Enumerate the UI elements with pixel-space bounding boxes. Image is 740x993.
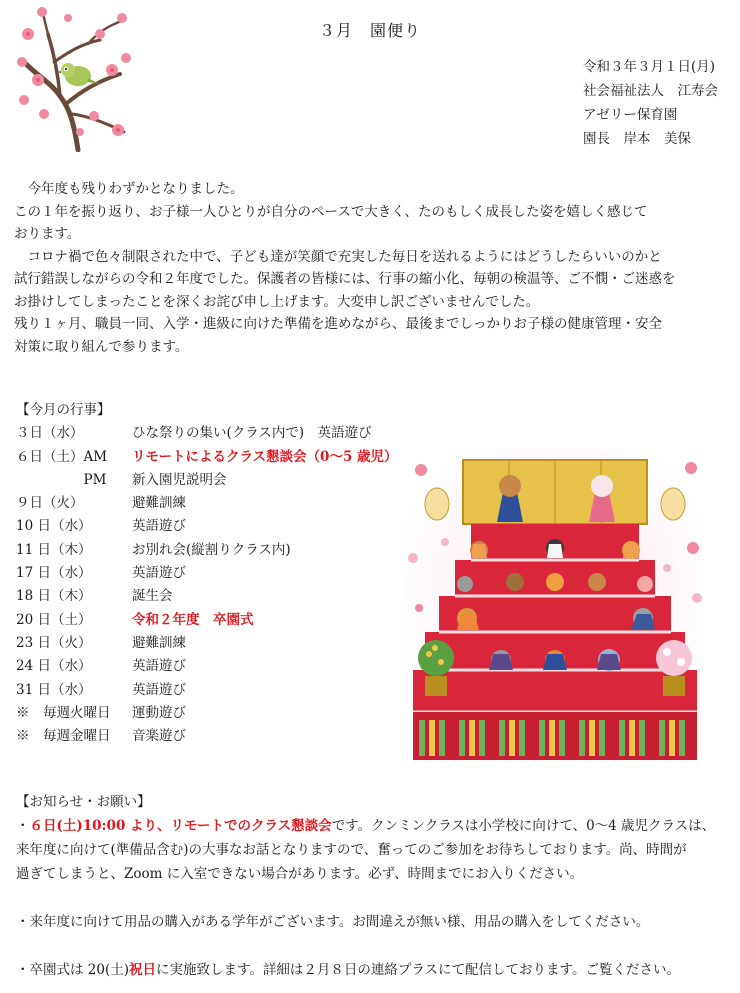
event-description: お別れ会(縦割りクラス内) <box>132 541 291 558</box>
greeting-line: 試行錯誤しながらの令和２年度でした。保護者の皆様には、行事の縮小化、毎朝の検温等、ご不憫・ご迷惑を <box>14 271 676 287</box>
greeting-line: この１年を振り返り、お子様一人ひとりが自分のペースで大きく、たのもしく成長した姿を嬉しく感じて <box>14 203 648 220</box>
event-row <box>16 446 398 469</box>
notice-item-3 <box>16 958 715 982</box>
notice-item-2: ・来年度に向けて用品の購入がある学年がございます。お間違えが無い様、用品の購入をしてください。 <box>16 914 650 930</box>
page-title: ３月 園便り <box>318 21 421 40</box>
event-row <box>16 539 291 562</box>
notice-highlight: 祝日 <box>129 962 157 978</box>
event-description: 音楽遊び <box>132 728 186 745</box>
greeting-line: コロナ禍で色々制限された中で、子ども達が笑顔で充実した毎日を送れるようにはどうしたらいいのかと <box>14 248 662 265</box>
notice-text: です。クンミンクラスは小学校に向けて、0～4 歳児クラスは、 <box>331 818 716 834</box>
event-date: 18 日（木） <box>16 588 92 605</box>
event-row <box>16 515 186 538</box>
organization-name: 社会福祉法人 江寿会 <box>583 83 718 99</box>
event-description: 英語遊び <box>132 681 186 698</box>
school-name: アゼリー保育園 <box>583 107 678 123</box>
greeting-line: お掛けしてしまったことを深くお詫び申し上げます。大変申し訳ございませんでした。 <box>14 293 540 310</box>
greeting-line: 今年度も残りわずかとなりました。 <box>14 181 244 197</box>
event-row <box>16 422 372 445</box>
event-description: リモートによるクラス懇談会（0～5 歳児） <box>132 448 398 465</box>
event-date: ９日（火） <box>16 495 84 512</box>
event-row <box>16 609 254 632</box>
notice-heading: 【お知らせ・お願い】 <box>16 794 151 810</box>
notice-item-1-line-3: 過ぎてしまうと、Zoom に入室できない場合があります。必ず、時間までにお入りください。 <box>16 866 584 882</box>
event-date: ※ 毎週金曜日 <box>16 728 111 745</box>
event-date: 20 日（土） <box>16 611 92 628</box>
event-date: 31 日（水） <box>16 681 92 698</box>
event-row <box>16 702 186 725</box>
event-date: 11 日（木） <box>16 541 92 558</box>
event-description: 英語遊び <box>132 518 186 535</box>
event-description: 英語遊び <box>132 565 186 582</box>
event-description: ひな祭りの集い(クラス内で) 英語遊び <box>132 425 372 442</box>
events-heading: 【今月の行事】 <box>16 402 111 418</box>
greeting-line: 残り１ヶ月、職員一同、入学・進級に向けた準備を進めながら、最後までしっかりお子様の健康管理・安全 <box>14 316 662 332</box>
notice-highlight: ６日(土)10:00 より、リモートでのクラス懇談会 <box>29 818 332 834</box>
events-list <box>16 422 398 748</box>
event-date: 17 日（水） <box>16 565 92 582</box>
letter-header <box>583 55 718 151</box>
event-date: ６日（土）AM <box>16 448 108 465</box>
notice-section <box>16 790 715 982</box>
event-date: 24 日（水） <box>16 658 92 675</box>
notice-bullet: ・ <box>16 818 30 834</box>
event-description: 新入園児説明会 <box>132 471 227 488</box>
event-description: 避難訓練 <box>132 495 186 512</box>
event-row <box>16 492 186 515</box>
event-description: 運動遊び <box>132 704 186 721</box>
event-row <box>16 632 186 655</box>
event-date: ※ 毎週火曜日 <box>16 704 111 721</box>
event-date: PM <box>16 471 107 488</box>
notice-item-1-line-2: 来年度に向けて(準備品含む)の大事なお話となりますので、奮ってのご参加をお待ちしております。尚、時間が <box>16 842 687 858</box>
event-date: ３日（水） <box>16 425 84 442</box>
greeting-line: おります。 <box>14 226 81 242</box>
event-row <box>16 585 173 608</box>
greeting-line: 対策に取り組んで参ります。 <box>14 338 189 355</box>
notice-text: ・卒園式は 20(土) <box>16 962 130 978</box>
event-row <box>16 679 186 702</box>
greeting-paragraph <box>14 178 676 358</box>
principal-name: 園長 岸本 美保 <box>583 131 691 147</box>
notice-item-1 <box>16 814 715 838</box>
event-row <box>16 725 186 748</box>
event-row <box>16 562 186 585</box>
hina-doll-stand-icon <box>405 448 705 763</box>
event-row <box>16 655 186 678</box>
issue-date: 令和３年３月１日(月) <box>583 59 716 75</box>
event-date: 23 日（火） <box>16 634 92 651</box>
event-date: 10 日（水） <box>16 518 92 535</box>
event-description: 英語遊び <box>132 658 186 675</box>
events-section <box>16 399 398 748</box>
event-description: 避難訓練 <box>132 634 186 651</box>
notice-text: に実施致します。詳細は２月８日の連絡プラスにて配信しております。ご覧ください。 <box>156 962 680 978</box>
event-description: 誕生会 <box>132 588 173 605</box>
event-description: 令和２年度 卒園式 <box>132 611 254 628</box>
event-row <box>16 469 227 492</box>
